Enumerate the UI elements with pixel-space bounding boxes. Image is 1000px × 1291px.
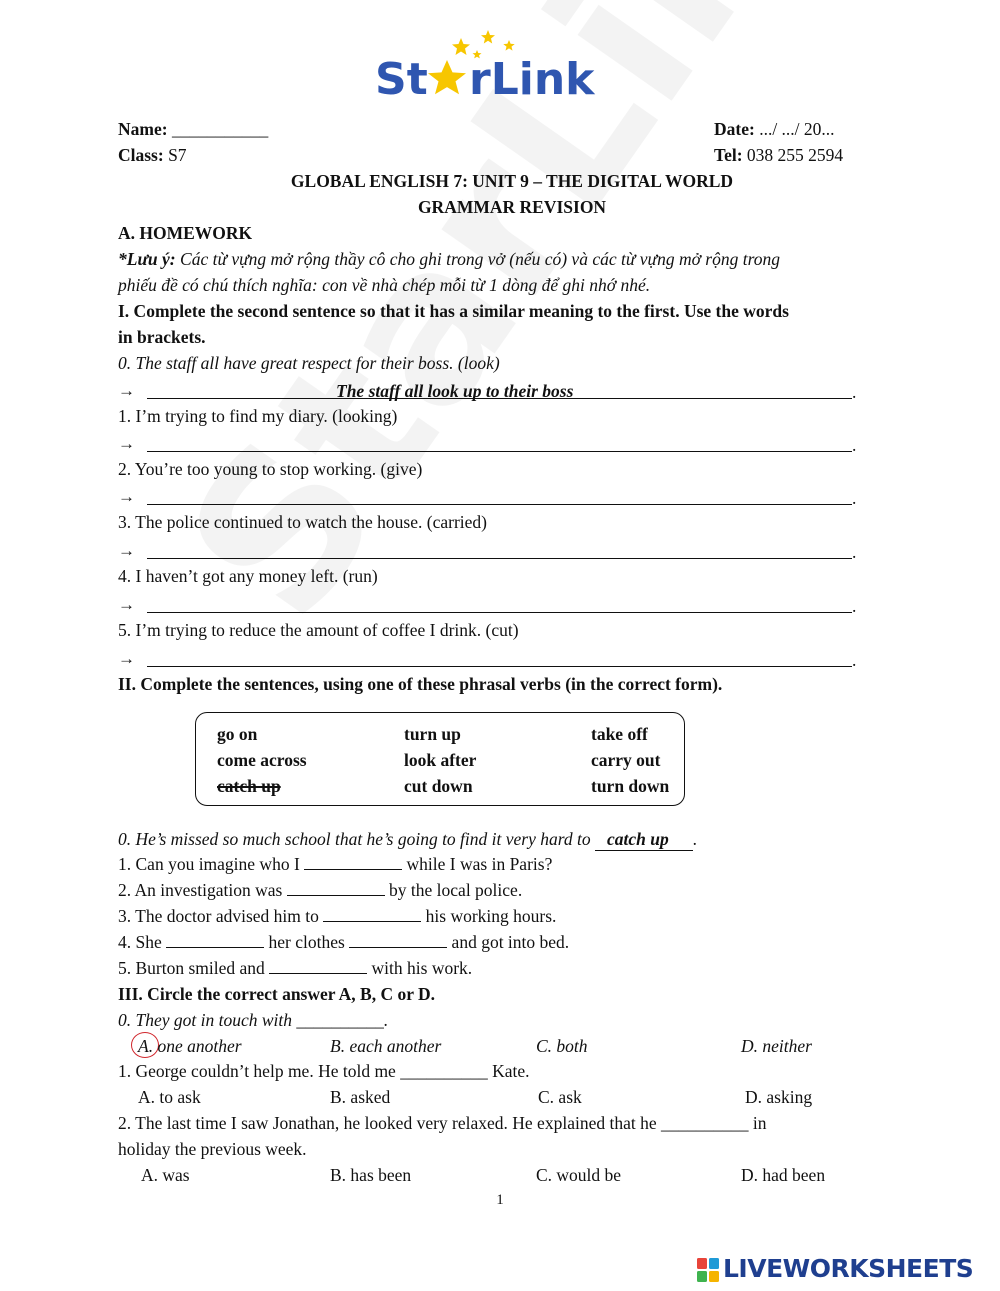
verb-take-off: take off bbox=[591, 724, 648, 744]
part1-item-3: 3. The police continued to watch the house. (carried) bbox=[118, 512, 487, 532]
blank-input-5[interactable] bbox=[269, 959, 367, 974]
tel-field: Tel: 038 255 2594 bbox=[714, 145, 844, 165]
blank-input-3[interactable] bbox=[323, 907, 421, 922]
example-option-b: B. each another bbox=[330, 1036, 442, 1056]
worksheet-subtitle: GRAMMAR REVISION bbox=[417, 197, 607, 217]
period: . bbox=[852, 435, 857, 455]
arrow-icon: → bbox=[118, 595, 135, 614]
part1-item-5: 5. I’m trying to reduce the amount of coffee I drink. (cut) bbox=[118, 620, 519, 640]
period: . bbox=[852, 650, 857, 670]
page-number: 1 bbox=[496, 1192, 504, 1208]
verb-carry-out: carry out bbox=[591, 750, 661, 770]
part2-sentence-1: 1. Can you imagine who I while I was in Paris? bbox=[118, 854, 553, 874]
part3-heading: III. Circle the correct answer A, B, C or D. bbox=[118, 984, 436, 1004]
part2-sentence-5: 5. Burton smiled and with his work. bbox=[118, 958, 473, 978]
section-a-heading: A. HOMEWORK bbox=[118, 223, 253, 243]
example-option-a: A. one another bbox=[138, 1036, 242, 1056]
class-field: Class: S7 bbox=[118, 145, 187, 165]
blank-input-4a[interactable] bbox=[166, 933, 264, 948]
q1-option-a[interactable]: A. to ask bbox=[138, 1087, 201, 1107]
part2-sentence-3: 3. The doctor advised him to his working hours. bbox=[118, 906, 557, 926]
q2-option-c[interactable]: C. would be bbox=[536, 1165, 622, 1185]
worksheet-title: GLOBAL ENGLISH 7: UNIT 9 – THE DIGITAL WORLD bbox=[290, 171, 734, 191]
period: . bbox=[852, 382, 857, 402]
liveworksheets-icon bbox=[697, 1258, 719, 1282]
verb-turn-up: turn up bbox=[404, 724, 461, 744]
logo-text-st: St bbox=[375, 54, 428, 103]
blank-input-4b[interactable] bbox=[349, 933, 447, 948]
verb-turn-down: turn down bbox=[591, 776, 670, 796]
period: . bbox=[852, 596, 857, 616]
part2-example: 0. He’s missed so much school that he’s going to find it very hard to catch up . bbox=[118, 829, 698, 849]
arrow-icon: → bbox=[118, 649, 135, 668]
period: . bbox=[852, 542, 857, 562]
q2-option-b[interactable]: B. has been bbox=[330, 1165, 412, 1185]
part1-example-answer: The staff all look up to their boss bbox=[336, 381, 574, 401]
answer-input-2[interactable] bbox=[147, 484, 852, 505]
answer-input-4[interactable] bbox=[147, 592, 852, 613]
liveworksheets-text: LIVEWORKSHEETS bbox=[723, 1254, 974, 1283]
starlink-logo bbox=[373, 28, 603, 103]
q2-option-a[interactable]: A. was bbox=[141, 1165, 190, 1185]
arrow-icon: → bbox=[118, 381, 135, 400]
period: . bbox=[852, 488, 857, 508]
answer-input-5[interactable] bbox=[147, 646, 852, 667]
blank-input-1[interactable] bbox=[304, 855, 402, 870]
verb-go-on: go on bbox=[217, 724, 258, 744]
question-1: 1. George couldn’t help me. He told me __________ Kate. bbox=[118, 1061, 530, 1081]
part1-example: 0. The staff all have great respect for their boss. (look) bbox=[118, 353, 500, 373]
part1-item-4: 4. I haven’t got any money left. (run) bbox=[118, 566, 378, 586]
blank-input-2[interactable] bbox=[287, 881, 385, 896]
q2-option-d[interactable]: D. had been bbox=[741, 1165, 826, 1185]
liveworksheets-logo bbox=[697, 1256, 993, 1286]
part1-heading-line2: in brackets. bbox=[118, 327, 206, 347]
verb-catch-up-used: catch up bbox=[217, 776, 281, 796]
question-2-line1: 2. The last time I saw Jonathan, he looked very relaxed. He explained that he __________ in bbox=[118, 1113, 767, 1133]
verb-cut-down: cut down bbox=[404, 776, 473, 796]
q1-option-d[interactable]: D. asking bbox=[745, 1087, 813, 1107]
part2-example-answer: catch up bbox=[595, 828, 693, 851]
answer-input-1[interactable] bbox=[147, 431, 852, 452]
verb-come-across: come across bbox=[217, 750, 307, 770]
q1-option-c[interactable]: C. ask bbox=[538, 1087, 582, 1107]
arrow-icon: → bbox=[118, 487, 135, 506]
part1-heading-line1: I. Complete the second sentence so that it has a similar meaning to the first. Use the words bbox=[118, 301, 789, 321]
part1-item-2: 2. You’re too young to stop working. (give) bbox=[118, 459, 423, 479]
verb-look-after: look after bbox=[404, 750, 477, 770]
part2-heading: II. Complete the sentences, using one of these phrasal verbs (in the correct form). bbox=[118, 674, 723, 694]
name-field: Name: ___________ bbox=[118, 119, 269, 139]
note-line-2: phiếu đề có chú thích nghĩa: con về nhà chép mỗi từ 1 dòng để ghi nhớ nhé. bbox=[118, 275, 651, 295]
date-field: Date: .../ .../ 20... bbox=[714, 119, 835, 139]
arrow-icon: → bbox=[118, 434, 135, 453]
note-line-1: *Lưu ý: Các từ vựng mở rộng thầy cô cho ghi trong vở (nếu có) và các từ vựng mở rộng trong bbox=[118, 249, 781, 269]
part1-item-1: 1. I’m trying to find my diary. (looking) bbox=[118, 406, 398, 426]
part2-sentence-2: 2. An investigation was by the local police. bbox=[118, 880, 523, 900]
q1-option-b[interactable]: B. asked bbox=[330, 1087, 391, 1107]
part2-sentence-4: 4. She her clothes and got into bed. bbox=[118, 932, 570, 952]
part3-example: 0. They got in touch with __________. bbox=[118, 1010, 389, 1030]
example-option-c: C. both bbox=[536, 1036, 588, 1056]
logo-text-rlink: rLink bbox=[469, 54, 595, 103]
question-2-line2: holiday the previous week. bbox=[118, 1139, 307, 1159]
example-option-d: D. neither bbox=[741, 1036, 812, 1056]
arrow-icon: → bbox=[118, 541, 135, 560]
answer-input-3[interactable] bbox=[147, 538, 852, 559]
